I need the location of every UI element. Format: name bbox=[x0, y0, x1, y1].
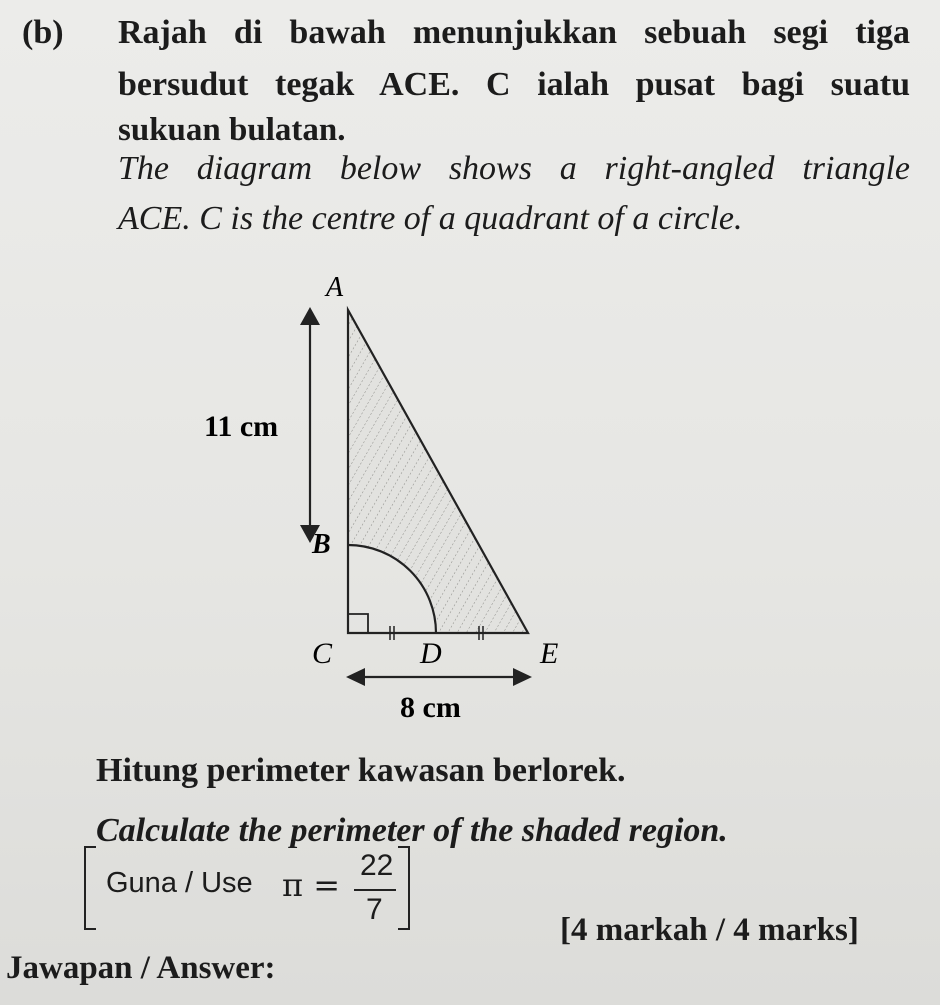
arrow-head-up bbox=[300, 307, 320, 325]
question-malay-line-2: bersudut tegak ACE. C ialah pusat bagi suatu bbox=[118, 66, 910, 103]
marks-label: [4 markah / 4 marks] bbox=[560, 912, 859, 948]
hint-fraction-bar bbox=[354, 889, 396, 891]
hint-fraction-denominator: 7 bbox=[366, 893, 383, 926]
task-english: Calculate the perimeter of the shaded region. bbox=[96, 812, 728, 849]
dimension-vertical-label: 11 cm bbox=[204, 410, 279, 443]
dimension-horizontal-label: 8 cm bbox=[400, 691, 461, 724]
hint-bracket-right bbox=[398, 846, 410, 930]
question-english-line-1: The diagram below shows a right-angled triangle bbox=[118, 150, 910, 187]
arrow-head-right bbox=[513, 668, 532, 686]
task-malay: Hitung perimeter kawasan berlorek. bbox=[96, 752, 626, 789]
right-angle-marker bbox=[348, 614, 368, 633]
hint-bracket-left bbox=[84, 846, 96, 930]
question-english-line-2: ACE. C is the centre of a quadrant of a circle. bbox=[118, 200, 743, 237]
part-label: (b) bbox=[22, 14, 64, 51]
label-B: B bbox=[312, 529, 331, 560]
label-A: A bbox=[326, 272, 344, 303]
label-E: E bbox=[540, 637, 559, 670]
hint-fraction-numerator: 22 bbox=[360, 849, 394, 882]
label-D: D bbox=[420, 637, 442, 670]
hint-text: Guna / Use bbox=[106, 867, 253, 899]
label-C: C bbox=[312, 637, 333, 670]
hint-pi: π = bbox=[282, 866, 341, 904]
question-malay-line-1: Rajah di bawah menunjukkan sebuah segi tiga bbox=[118, 14, 910, 51]
question-malay-line-3: sukuan bulatan. bbox=[118, 112, 346, 148]
answer-label: Jawapan / Answer: bbox=[6, 950, 276, 986]
arrow-head-left bbox=[346, 668, 365, 686]
